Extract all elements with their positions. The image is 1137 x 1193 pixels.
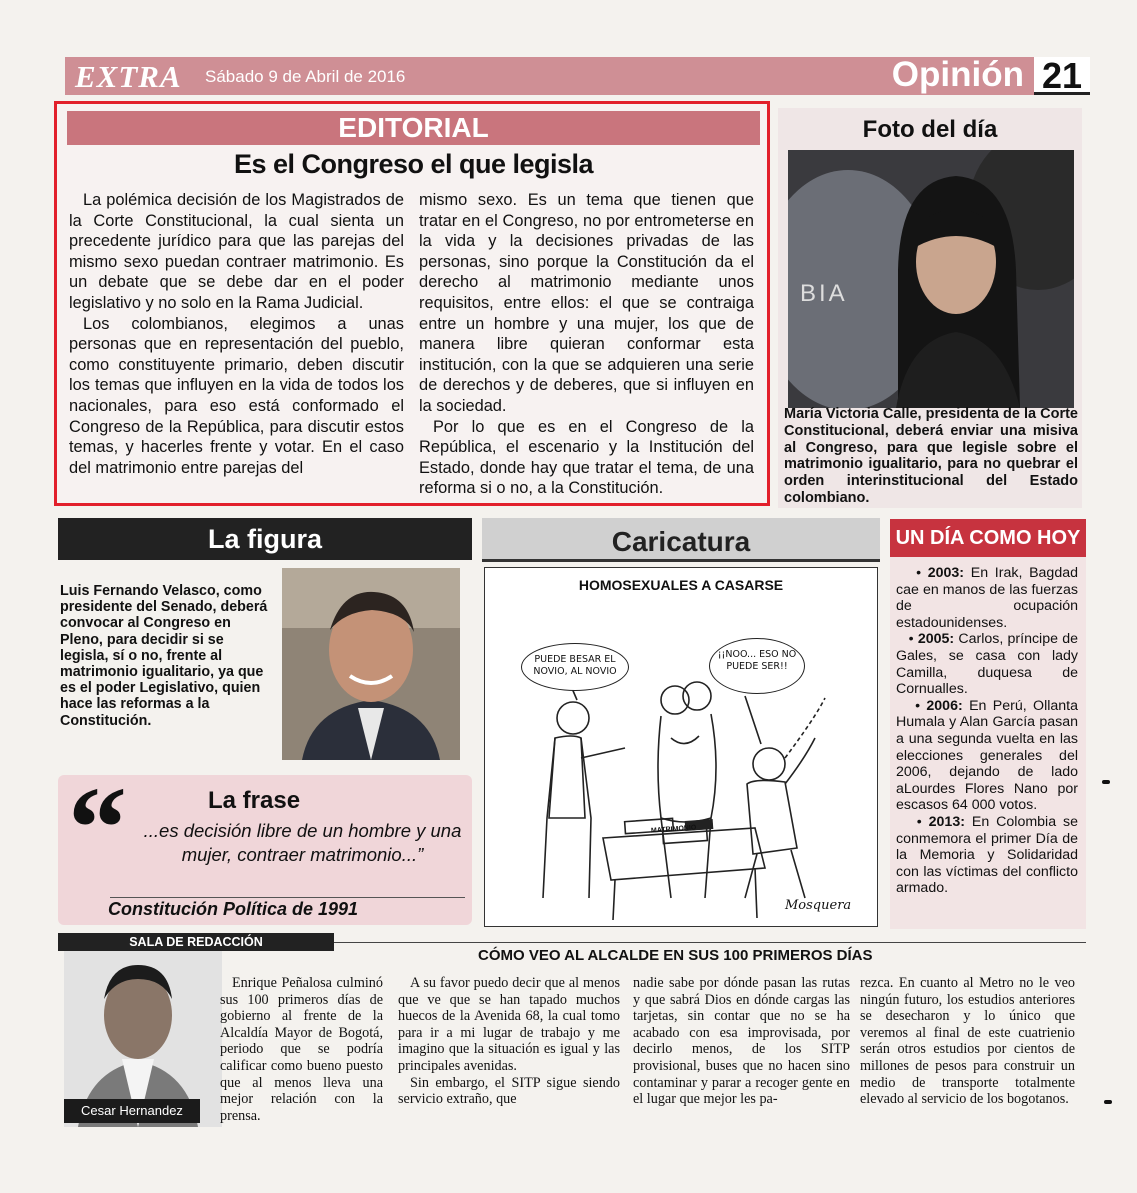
issue-date: Sábado 9 de Abril de 2016 [205, 67, 406, 86]
la-frase-box [58, 762, 472, 925]
caricatura-title: Caricatura [482, 518, 880, 562]
history-text: En Perú, Ollanta Humala y Alan García pasan a una segunda vuelta en las elecciones generales del 2006, dejando de lado aLourdes Flores Nano por escasos 64 000 votos. [896, 697, 1078, 814]
photo-of-the-day-title: Foto del día [862, 116, 998, 143]
editorial-column-1 [69, 190, 404, 478]
columnist-photo [64, 941, 222, 1127]
la-frase-title: La frase [208, 787, 301, 814]
history-item: • 2013: En Colombia se conmemora el primer Día de la Memoria y Solidaridad con las víctimas del conflicto armado. [896, 813, 1078, 897]
quote-mark-icon: “ [68, 762, 127, 893]
editorial-paragraph: La polémica decisión de los Magistrados de la Corte Constitucional, la cual sienta un precedente jurídico para que las parejas del mismo sexo puedan contraer matrimonio. Es un debate que se debe dar en el poder legislativo y no solo en la Rama Judicial. [69, 191, 404, 312]
history-year: 2003: [927, 565, 965, 581]
cartoon-illustration [485, 568, 879, 928]
history-year: 2006: [926, 697, 963, 714]
column-paragraph: Sin embargo, el SITP sigue siendo servicio extraño, que [398, 1074, 620, 1108]
editorial-paragraph: mismo sexo. Es un tema que tienen que tratar en el Congreso, no por entrometerse en la vida y la decisiones privadas de las personas, sino porque la Constitución da el derecho al matrimonio mediante unos requisitos, entre ellos: el que se contraiga entre un hombre y una mujer, los que de manera libre quieran conformar esta institución, con la que se adquieren una serie de derechos y de deberes, que si influyen en la sociedad. [419, 191, 754, 415]
column-paragraph: nadie sabe por dónde pasan las rutas y que sabrá Dios en dónde cargas las tarjetas, sin contar que no se ha acabado con esa improvisada, por decirlo menos, de los SITP provisional, buses que no hacen sino contaminar y parar a recoger gente en el lugar que mejor les pa- [633, 975, 850, 1108]
history-item: • 2006: En Perú, Ollanta Humala y Alan García pasan a una segunda vuelta en las elecciones generales del 2006, dejando de lado aLourdes Flores Nano por escasos 64 000 votos. [896, 697, 1078, 814]
scan-speck [1104, 1100, 1112, 1104]
senator-photo [282, 568, 460, 760]
photo-caption: María Victoria Calle, presidenta de la Corte Constitucional, deberá enviar una misiva al Congreso, para que legisle sobre el matrimonio igualitario, para no quebrar el orden interinstitucional del Estado colombiano. [784, 406, 1078, 506]
editorial-paragraph: Por lo que es en el Congreso de la República, el escenario y la Institución del Estado, donde hay que tratar el tema, de una reforma si o no, a la Constitución. [419, 417, 754, 498]
history-year: 2005: [917, 631, 955, 648]
newspaper-logo: EXTRA [75, 59, 182, 94]
history-item: • 2005: Carlos, príncipe de Gales, se casa con lady Camilla, duquesa de Cornualles. [896, 631, 1078, 698]
editorial-headline: Es el Congreso el que legisla [233, 149, 594, 179]
column-headline: CÓMO VEO AL ALCALDE EN SUS 100 PRIMEROS DÍAS [478, 947, 873, 964]
columnist-name: Cesar Hernandez [64, 1099, 200, 1123]
la-figura-text: Luis Fernando Velasco, como presidente del Senado, deberá convocar al Congreso en Pleno, para decidir si se legisla, sí o no, frente al matrimonio igualitario, ya que es el poder Legislativo, quien hace las reformas a la Constitución. [60, 583, 268, 729]
la-frase-quote: ...es decisión libre de un hombre y una mujer, contraer matrimonio...” [143, 820, 462, 865]
cartoon-frame [484, 567, 878, 927]
section-rule [334, 942, 1086, 943]
un-dia-como-hoy-title: UN DÍA COMO HOY [890, 519, 1086, 557]
column-text-1 [220, 975, 383, 1124]
column-text-3 [633, 975, 850, 1108]
history-item: • 2003: En Irak, Bagdad cae en manos de las fuerzas de ocupación estadounidenses. [896, 565, 1078, 631]
la-figura-section [58, 518, 472, 758]
la-figura-title: La figura [58, 518, 472, 560]
la-frase-source: Constitución Política de 1991 [108, 899, 359, 919]
cartoonist-signature: Mosquera [785, 898, 852, 913]
column-paragraph: rezca. En cuanto al Metro no le veo ningún futuro, los estudios anteriores se desecharon y lo único que veremos al final de este cuatrienio serán otros estudios por cientos de millones de pesos para construir un medio de transporte totalmente elevado al servicio de los bogotanos. [860, 975, 1075, 1108]
history-year: 2013: [928, 813, 965, 830]
history-text: Carlos, príncipe de Gales, se casa con lady Camilla, duquesa de Cornualles. [896, 631, 1078, 698]
editorial-box [54, 101, 770, 506]
scan-speck [1102, 780, 1110, 784]
editorial-kicker: EDITORIAL [67, 111, 760, 145]
caricatura-section [482, 518, 880, 928]
photo-of-the-day [778, 108, 1082, 508]
page-number: 21 [1034, 57, 1090, 95]
photo-of-the-day-image [788, 150, 1074, 408]
column-text-4 [860, 975, 1075, 1108]
editorial-column-2 [419, 190, 754, 499]
page-header [65, 55, 1090, 103]
editorial-paragraph: Los colombianos, elegimos a unas personas que en representación del pueblo, como constituyente primario, deben discutir los temas que influyen en la vida de todos los nacionales, para eso está conformado el Congreso de la República, para discutir estos temas, y hacerles frente y votar. En el caso del matrimonio entre parejas del [69, 314, 404, 477]
speech-bubble-right: ¡¡NOO... ESO NO PUEDE SER!! [709, 638, 805, 694]
sala-de-redaccion-tag: SALA DE REDACCIÓN [58, 933, 334, 951]
column-paragraph: A su favor puedo decir que al menos que ve que se han tapado muchos huecos de la Avenida 68, la cual tomo para ir a mi lugar de trabajo y me imagino que la situación es igual y las principales avenidas. [398, 975, 620, 1074]
un-dia-como-hoy-section [890, 519, 1086, 929]
history-list [896, 565, 1078, 897]
column-paragraph: Enrique Peñalosa culminó sus 100 primeros días de gobierno al frente de la Alcaldía Mayor de Bogotá, periodo que se podría calificar como bueno puesto que al menos lleva una mejor relación con la prensa. [220, 975, 383, 1124]
section-name: Opinión [891, 55, 1024, 94]
photo-background-text: BIA [800, 280, 848, 307]
column-text-2 [398, 975, 620, 1108]
history-text: En Irak, Bagdad cae en manos de las fuerzas de ocupación estadounidenses. [896, 565, 1078, 631]
la-frase-divider [110, 897, 465, 898]
speech-bubble-left: PUEDE BESAR EL NOVIO, AL NOVIO [521, 643, 629, 691]
history-text: En Colombia se conmemora el primer Día de la Memoria y Solidaridad con las víctimas del conflicto armado. [896, 813, 1078, 897]
cartoon-title: HOMOSEXUALES A CASARSE [578, 577, 784, 593]
marriage-book-label: MATRIMONIO [650, 824, 697, 835]
sala-de-redaccion-section [58, 933, 1086, 1129]
